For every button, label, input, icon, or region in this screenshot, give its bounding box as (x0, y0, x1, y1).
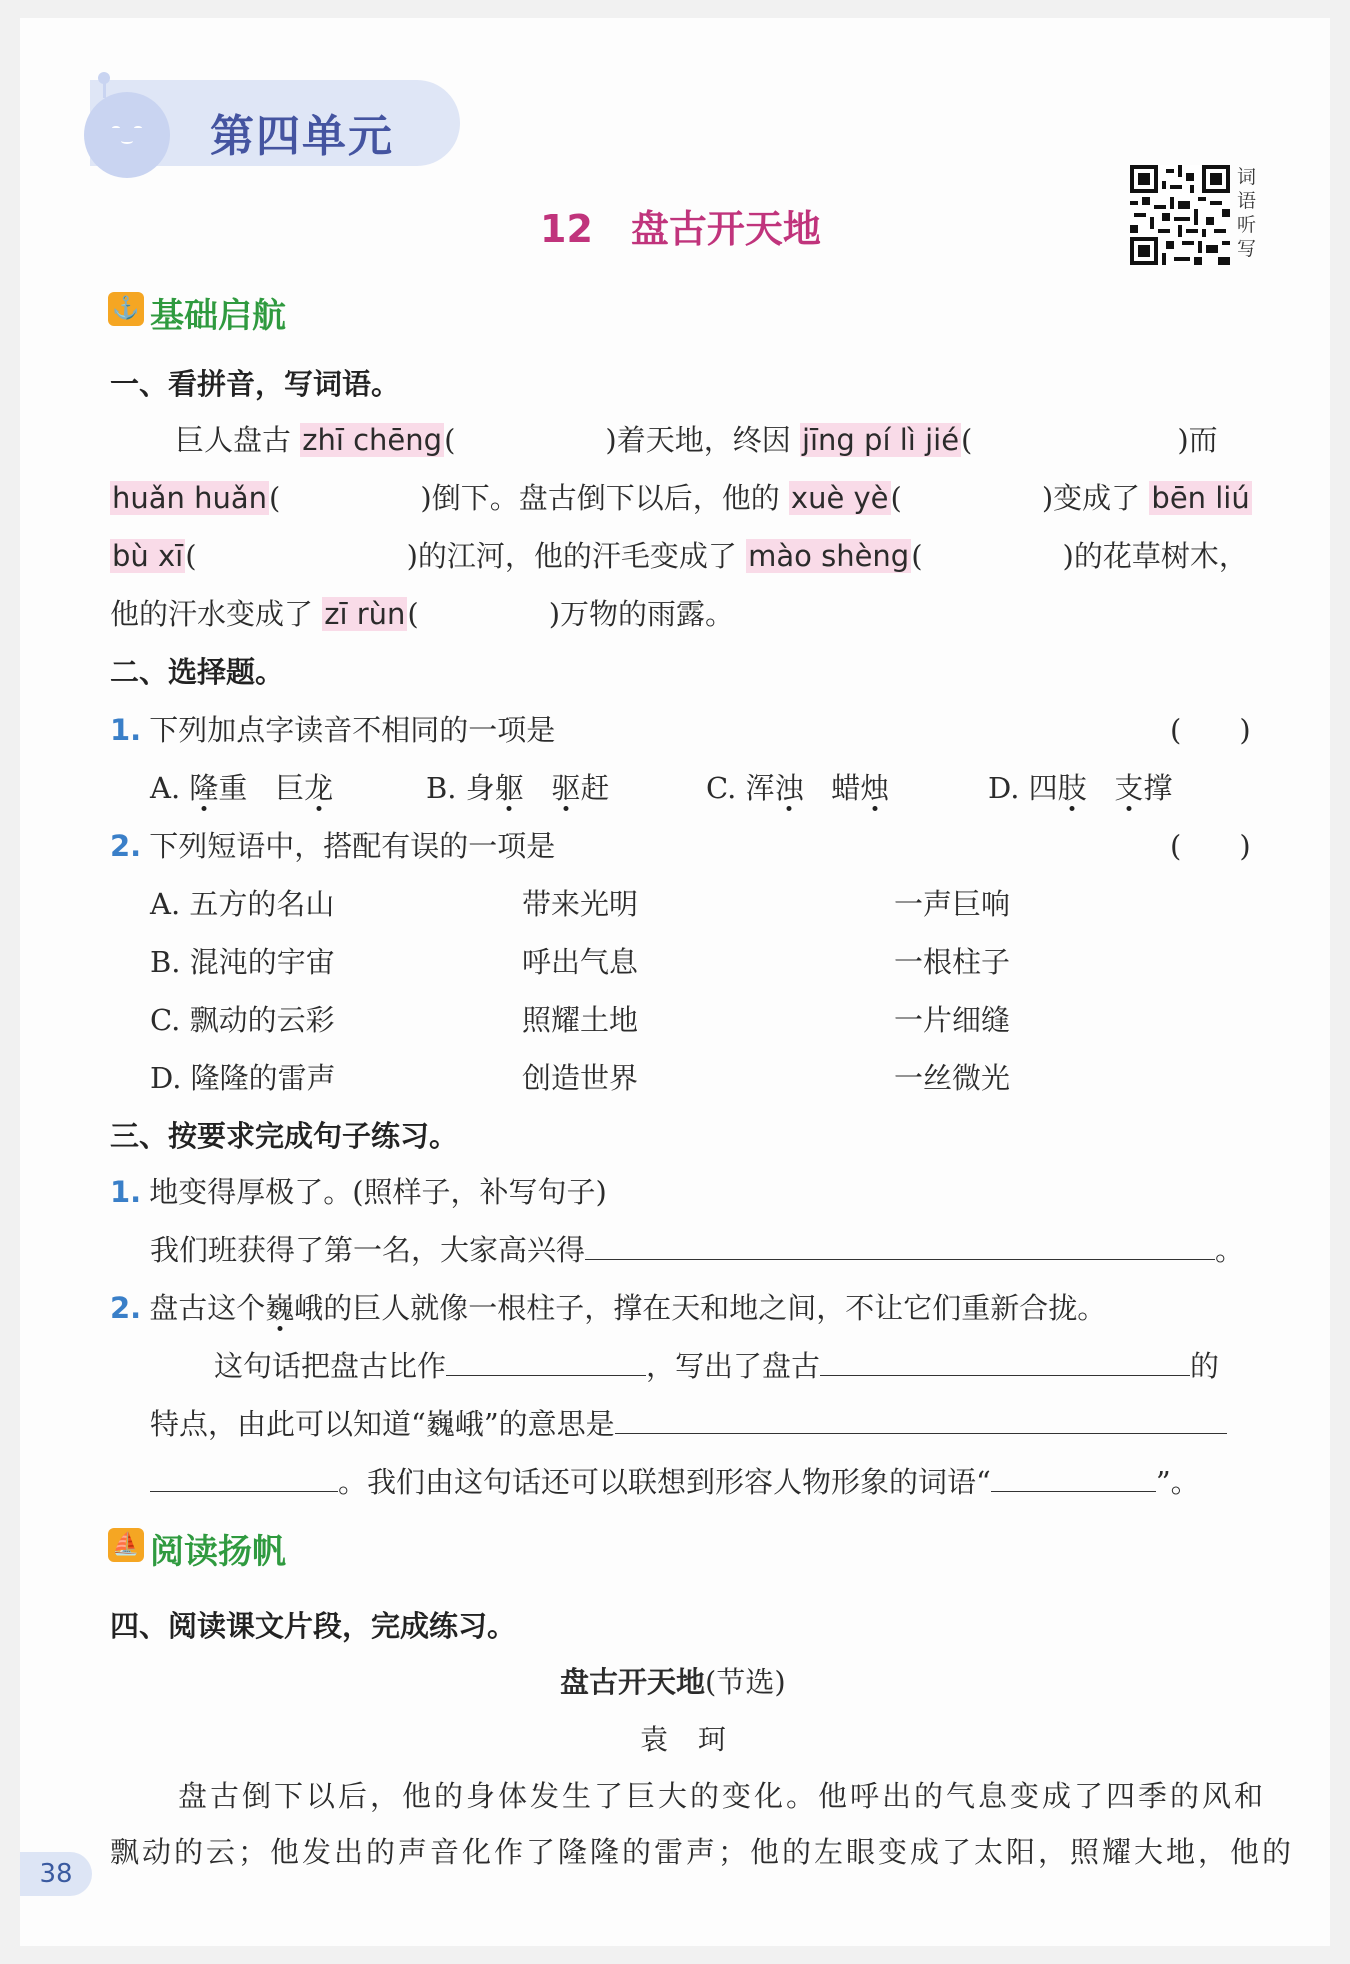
dotted-char: 躯 (494, 771, 524, 805)
option-a[interactable] (150, 766, 426, 807)
text: )的花草树木， (1062, 539, 1248, 573)
passage-title-text: 盘古开天地 (560, 1665, 706, 1699)
dotted-char: 巍 (265, 1291, 295, 1325)
analysis-line-3 (150, 1460, 1200, 1501)
text: 特点，由此可以知道“巍峨”的意思是 (150, 1407, 615, 1441)
text: 。我们由这句话还可以联想到形容人物形象的词语“ (338, 1465, 991, 1499)
text: 他的汗水变成了 (110, 597, 323, 631)
answer-paren[interactable]: ( ) (1170, 713, 1251, 747)
option-d[interactable] (988, 771, 1172, 805)
text: )着天地，终因 (605, 423, 800, 457)
lesson-name: 盘古开天地 (630, 207, 821, 251)
text: )而 (1177, 423, 1218, 457)
paren-open: ( (269, 481, 281, 515)
option-label: A. (150, 771, 181, 805)
char: 蜡 (831, 771, 861, 805)
pinyin: bù xī (112, 539, 184, 573)
answer-line[interactable] (585, 1232, 1215, 1260)
paren-open: ( (961, 423, 973, 457)
mascot-icon (84, 92, 170, 178)
phrase-row-a[interactable] (150, 882, 1010, 923)
pinyin: bēn liú (1151, 481, 1250, 515)
option-c[interactable] (706, 766, 988, 807)
qr-label-char: 写 (1237, 238, 1257, 260)
qr-label-char: 语 (1237, 190, 1257, 212)
text: ”。 (1155, 1465, 1200, 1499)
sentence-item-2 (110, 1286, 1106, 1327)
sentence-item-1 (110, 1170, 607, 1211)
text: 盘古这个 (149, 1291, 266, 1325)
choice-item-2 (110, 824, 555, 865)
mascot-eye (112, 126, 120, 130)
mascot-eye (134, 126, 142, 130)
char: 浑 (745, 771, 775, 805)
paren-open: ( (407, 597, 419, 631)
text: 我们班获得了第一名，大家高兴得 (150, 1233, 586, 1267)
lesson-number: 12 (540, 207, 593, 251)
dotted-char: 龙 (304, 771, 334, 805)
pinyin: zhī chēng (302, 423, 443, 457)
paren-open: ( (444, 423, 456, 457)
analysis-line-2 (150, 1402, 1227, 1443)
dotted-char: 浊 (774, 771, 804, 805)
qr-label-char: 词 (1237, 166, 1257, 188)
item-number: 2. (110, 1291, 142, 1325)
option-label: D. (988, 771, 1020, 805)
pinyin-line-1 (175, 418, 1218, 459)
phrase-row-b[interactable] (150, 940, 1010, 981)
answer-line[interactable] (150, 1464, 338, 1492)
phrase-row-d[interactable] (150, 1056, 1010, 1097)
dotted-char: 肢 (1057, 771, 1087, 805)
section-basic-heading: 基础启航 (150, 296, 286, 336)
text: )的江河，他的汗毛变成了 (406, 539, 747, 573)
char: 赶 (580, 771, 610, 805)
phrase: 一根柱子 (894, 945, 1011, 979)
pinyin: huǎn huǎn (112, 481, 268, 515)
option-b[interactable] (426, 766, 706, 807)
char: 重 (218, 771, 248, 805)
item-number: 1. (110, 1175, 142, 1209)
text: )变成了 (1041, 481, 1150, 515)
char: 四 (1028, 771, 1058, 805)
anchor-icon: ⚓ (108, 292, 144, 326)
qr-label (1237, 165, 1259, 261)
sentence-line (150, 1228, 1244, 1269)
question-4-heading: 四、阅读课文片段，完成练习。 (110, 1609, 517, 1643)
item-number: 2. (110, 829, 142, 863)
question-2-heading: 二、选择题。 (110, 655, 285, 689)
item-text: 下列加点字读音不相同的一项是 (149, 713, 556, 747)
phrase: 照耀土地 (522, 1003, 639, 1037)
text: )万物的雨露。 (548, 597, 735, 631)
dotted-char: 支 (1114, 771, 1144, 805)
dotted-char: 隆 (189, 771, 219, 805)
unit-title: 第四单元 (210, 111, 394, 162)
question-1-heading: 一、看拼音，写词语。 (110, 367, 401, 401)
text: 峨的巨人就像一根柱子，撑在天和地之间，不让它们重新合拢。 (294, 1291, 1107, 1325)
option-label: C. (706, 771, 737, 805)
answer-line[interactable] (991, 1464, 1156, 1492)
phrase: 带来光明 (522, 887, 639, 921)
text: ，写出了盘古 (646, 1349, 821, 1383)
page-number: 38 (20, 1852, 92, 1896)
passage-title (560, 1660, 786, 1701)
phrase: B. 混沌的宇宙 (150, 945, 335, 979)
text: 的 (1190, 1349, 1220, 1383)
item-number: 1. (110, 713, 142, 747)
char: 撑 (1143, 771, 1173, 805)
qr-label-char: 听 (1237, 214, 1257, 236)
phrase: D. 隆隆的雷声 (150, 1061, 336, 1095)
phrase: 一声巨响 (894, 887, 1011, 921)
lesson-title (540, 198, 821, 253)
question-3-heading: 三、按要求完成句子练习。 (110, 1119, 459, 1153)
phrase: 创造世界 (522, 1061, 639, 1095)
answer-line[interactable] (446, 1348, 646, 1376)
sail-icon: ⛵ (108, 1528, 144, 1562)
text: 。 (1215, 1233, 1245, 1267)
mascot-mouth (121, 138, 133, 144)
passage-line-2: 飘动的云；他发出的声音化作了隆隆的雷声；他的左眼变成了太阳，照耀大地，他的 (110, 1835, 1295, 1869)
pinyin-line-2 (110, 476, 1252, 517)
pinyin: zī rùn (324, 597, 406, 631)
choice-item-1 (110, 708, 555, 749)
text: )倒下。盘古倒下以后，他的 (420, 481, 789, 515)
answer-line[interactable] (615, 1406, 1227, 1434)
phrase: 一片细缝 (894, 1003, 1011, 1037)
passage-line-1: 盘古倒下以后，他的身体发生了巨大的变化。他呼出的气息变成了四季的风和 (178, 1779, 1267, 1813)
pinyin: xuè yè (790, 481, 889, 515)
text: 这句话把盘古比作 (214, 1349, 447, 1383)
mascot-antenna-tip (98, 72, 110, 84)
answer-paren[interactable]: ( ) (1170, 829, 1251, 863)
paren-open: ( (911, 539, 923, 573)
phrase: C. 飘动的云彩 (150, 1003, 335, 1037)
item-text: 地变得厚极了。(照样子，补写句子) (149, 1175, 607, 1209)
text: 巨人盘古 (175, 423, 301, 457)
analysis-line-1 (214, 1344, 1219, 1385)
passage-author: 袁珂 (640, 1723, 757, 1756)
char: 巨 (275, 771, 305, 805)
section-reading-heading: 阅读扬帆 (150, 1532, 286, 1572)
char: 身 (465, 771, 495, 805)
option-label: B. (426, 771, 457, 805)
phrase: 呼出气息 (522, 945, 639, 979)
phrase: A. 五方的名山 (150, 887, 335, 921)
pinyin-line-4 (110, 592, 734, 633)
passage-title-note: (节选) (705, 1665, 786, 1699)
phrase: 一丝微光 (894, 1061, 1011, 1095)
pinyin-line-3 (110, 534, 1248, 575)
qr-code-icon[interactable] (1130, 165, 1230, 265)
item-text: 下列短语中，搭配有误的一项是 (149, 829, 556, 863)
pinyin: mào shèng (748, 539, 910, 573)
answer-line[interactable] (820, 1348, 1190, 1376)
paren-open: ( (185, 539, 197, 573)
dotted-char: 烛 (860, 771, 890, 805)
pinyin: jīng pí lì jié (801, 423, 960, 457)
paren-open: ( (890, 481, 902, 515)
choice-options (150, 766, 1172, 807)
dotted-char: 驱 (551, 771, 581, 805)
phrase-row-c[interactable] (150, 998, 1010, 1039)
